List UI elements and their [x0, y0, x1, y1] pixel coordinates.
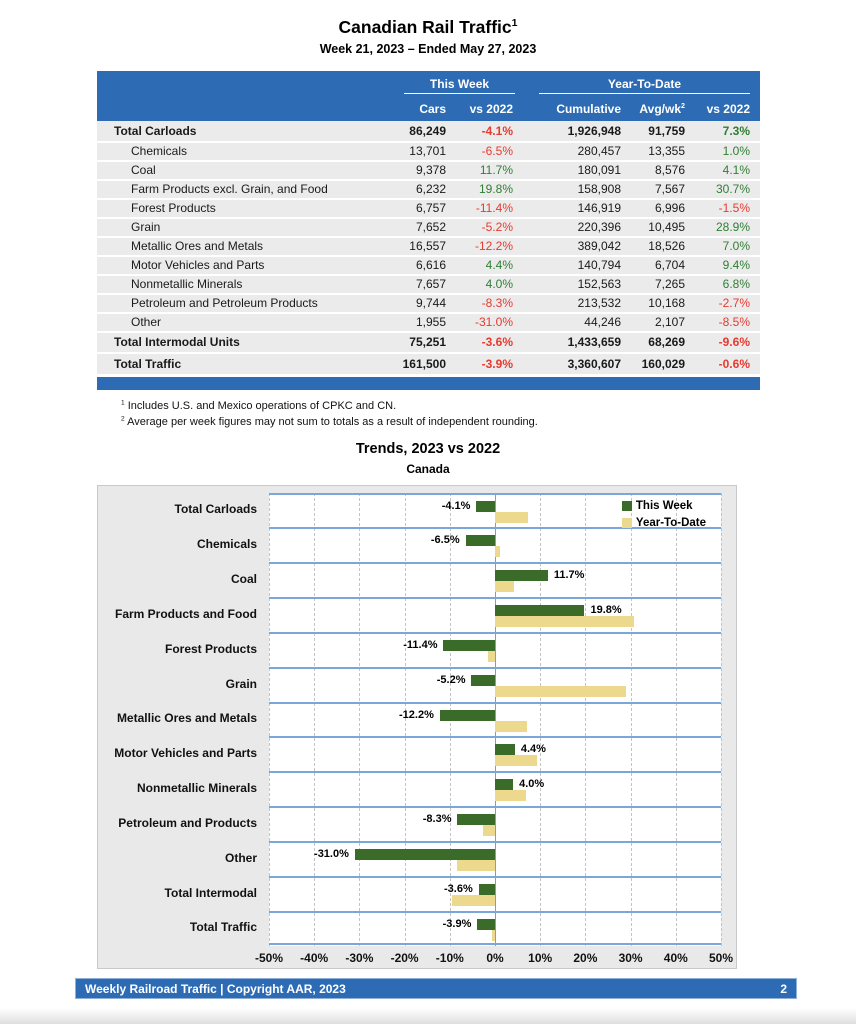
cell-vs-2022: 4.0%	[485, 277, 513, 291]
cell-commodity: Other	[131, 315, 162, 329]
x-axis-tick-label: -40%	[300, 950, 329, 965]
chart-band	[269, 771, 721, 806]
cell-commodity: Total Carloads	[114, 123, 197, 138]
cell-vs-2022: -31.0%	[474, 315, 513, 329]
cell-cumulative: 140,794	[577, 258, 621, 272]
x-axis-tick-label: -20%	[390, 950, 419, 965]
cell-cars: 6,232	[415, 182, 446, 196]
this-week-bar	[479, 884, 495, 895]
avgwk-text: Avg/wk	[639, 102, 681, 116]
cell-ytd-vs-2022: -1.5%	[718, 201, 750, 215]
chart-row	[98, 667, 721, 702]
cell-cars: 161,500	[402, 356, 446, 371]
x-axis-tick-label: -10%	[435, 950, 464, 965]
year-to-date-bar	[495, 581, 514, 592]
chart-band	[269, 841, 721, 876]
cell-commodity: Motor Vehicles and Parts	[131, 258, 265, 272]
this-week-bar	[443, 640, 495, 651]
cell-ytd-vs-2022: 6.8%	[722, 277, 750, 291]
gridline	[721, 493, 722, 946]
chart-legend	[622, 499, 706, 531]
year-to-date-bar	[495, 721, 527, 732]
this-week-swatch-icon	[622, 501, 632, 511]
cell-commodity: Nonmetallic Minerals	[131, 277, 243, 291]
table-row	[97, 333, 760, 355]
chart-category-label: Total Carloads	[174, 502, 257, 517]
year-to-date-bar	[457, 860, 495, 871]
year-to-date-bar	[495, 546, 500, 557]
cell-commodity: Total Intermodal Units	[114, 335, 240, 350]
table-row	[97, 314, 760, 333]
chart-category-label: Nonmetallic Minerals	[136, 781, 257, 796]
footnote: $^2$ Average per week figures may not sum to totals as a result of independent rounding.	[121, 414, 538, 428]
cell-cumulative: 152,563	[577, 277, 621, 291]
year-to-date-bar	[488, 651, 495, 662]
cell-avg-per-week: 91,759	[648, 123, 685, 138]
chart-band	[269, 702, 721, 737]
chart-band	[269, 736, 721, 771]
cell-cars: 6,616	[415, 258, 446, 272]
cell-cumulative: 3,360,607	[567, 356, 621, 371]
year-to-date-bar	[495, 616, 634, 627]
cell-vs-2022: -4.1%	[481, 123, 513, 138]
column-header-ytd-vs2022: vs 2022	[706, 102, 750, 116]
cell-vs-2022: 4.4%	[485, 258, 513, 272]
page-title-text: Canadian Rail Traffic	[338, 17, 512, 37]
footer-bar	[75, 978, 797, 999]
cell-commodity: Chemicals	[131, 144, 188, 158]
chart-row	[98, 527, 721, 562]
cell-avg-per-week: 7,265	[654, 277, 685, 291]
page-subtitle: Week 21, 2023 – Ended May 27, 2023	[319, 42, 537, 56]
year-to-date-swatch-icon	[622, 518, 632, 528]
table-row	[97, 121, 760, 143]
year-to-date-bar	[495, 755, 537, 766]
footnote-marker: 1	[121, 398, 125, 406]
cell-vs-2022: -3.6%	[481, 335, 513, 350]
bar-data-label: 4.0%	[519, 778, 545, 791]
chart-row	[98, 876, 721, 911]
title-footnote-marker: 1	[511, 17, 518, 30]
cell-commodity: Coal	[131, 163, 156, 177]
cell-cars: 9,744	[415, 296, 446, 310]
page-title	[0, 17, 856, 38]
cell-cumulative: 44,246	[584, 315, 621, 329]
cell-vs-2022: -8.3%	[481, 296, 513, 310]
bar-data-label: 19.8%	[590, 604, 622, 617]
avgwk-footnote-marker: 2	[681, 101, 685, 110]
year-to-date-bar	[452, 895, 495, 906]
cell-ytd-vs-2022: 7.3%	[722, 123, 750, 138]
cell-avg-per-week: 13,355	[648, 144, 685, 158]
cell-cumulative: 213,532	[577, 296, 621, 310]
chart-band	[269, 911, 721, 946]
this-week-bar	[355, 849, 495, 860]
cell-ytd-vs-2022: 4.1%	[722, 163, 750, 177]
table-group-header-row	[97, 71, 760, 97]
table-row	[97, 238, 760, 257]
this-week-bar	[476, 501, 495, 512]
cell-avg-per-week: 7,567	[654, 182, 685, 196]
cell-ytd-vs-2022: 30.7%	[715, 182, 750, 196]
cell-avg-per-week: 68,269	[648, 335, 685, 350]
bar-data-label: 11.7%	[553, 569, 585, 582]
bar-data-label: 4.4%	[520, 743, 546, 756]
chart-band	[269, 632, 721, 667]
x-axis-tick-label: 20%	[573, 950, 598, 965]
chart-category-label: Petroleum and Products	[118, 815, 257, 830]
cell-vs-2022: 19.8%	[478, 182, 513, 196]
chart-category-label: Motor Vehicles and Parts	[114, 746, 257, 761]
cell-vs-2022: -6.5%	[481, 144, 513, 158]
this-week-bar	[466, 535, 495, 546]
cell-ytd-vs-2022: -9.6%	[718, 335, 750, 350]
cell-cumulative: 280,457	[577, 144, 621, 158]
legend-year-to-date-label: Year-To-Date	[635, 516, 706, 529]
chart-band	[269, 527, 721, 562]
chart-category-label: Total Intermodal	[164, 885, 257, 900]
bar-data-label: -3.6%	[443, 882, 473, 895]
cell-avg-per-week: 160,029	[641, 356, 685, 371]
chart-band	[269, 806, 721, 841]
chart-title: Trends, 2023 vs 2022	[355, 440, 501, 457]
chart-row	[98, 597, 721, 632]
bar-data-label: -4.1%	[441, 499, 471, 512]
legend-this-week-label: This Week	[635, 499, 693, 512]
column-header-avgwk	[631, 102, 695, 116]
cell-vs-2022: -5.2%	[481, 220, 513, 234]
x-axis-tick-label: -50%	[254, 950, 284, 965]
cell-commodity: Total Traffic	[114, 356, 182, 371]
year-to-date-bar	[495, 512, 528, 523]
column-header-vs2022: vs 2022	[469, 102, 513, 116]
legend-item-year-to-date	[622, 516, 706, 531]
cell-commodity: Forest Products	[131, 201, 216, 215]
cell-cumulative: 220,396	[577, 220, 621, 234]
cell-cars: 16,557	[409, 239, 446, 253]
chart-row	[98, 702, 721, 737]
table-row	[97, 219, 760, 238]
chart-category-label: Farm Products and Food	[114, 606, 257, 621]
cell-cars: 1,955	[415, 315, 446, 329]
cell-avg-per-week: 10,168	[648, 296, 685, 310]
year-to-date-bar	[492, 930, 495, 941]
cell-cumulative: 146,919	[577, 201, 621, 215]
bar-data-label: -12.2%	[399, 708, 434, 721]
table-column-header-row	[97, 97, 760, 121]
chart-row	[98, 771, 721, 806]
table-row	[97, 200, 760, 219]
cell-cumulative: 158,908	[577, 182, 621, 196]
table-row	[97, 257, 760, 276]
chart-row	[98, 841, 721, 876]
table-row	[97, 295, 760, 314]
chart-row	[98, 736, 721, 771]
chart-x-axis	[98, 946, 734, 970]
year-to-date-bar	[495, 686, 626, 697]
cell-avg-per-week: 8,576	[654, 163, 685, 177]
cell-ytd-vs-2022: 7.0%	[722, 239, 750, 253]
chart-row	[98, 632, 721, 667]
this-week-bar	[440, 710, 495, 721]
chart-band	[269, 562, 721, 597]
group-header-this-week: This Week	[404, 77, 515, 94]
chart-category-label: Forest Products	[164, 641, 257, 656]
cell-avg-per-week: 6,704	[654, 258, 685, 272]
cell-cars: 7,652	[415, 220, 446, 234]
column-header-cumulative: Cumulative	[556, 102, 621, 116]
this-week-bar	[495, 744, 515, 755]
cell-commodity: Farm Products excl. Grain, and Food	[131, 182, 328, 196]
cell-vs-2022: -3.9%	[481, 356, 513, 371]
column-header-cars: Cars	[419, 102, 446, 116]
footnotes	[121, 400, 856, 428]
bar-data-label: -11.4%	[403, 638, 438, 651]
footnote: $^1$ Includes U.S. and Mexico operations of CPKC and CN.	[121, 398, 397, 412]
cell-avg-per-week: 6,996	[654, 201, 685, 215]
chart-category-label: Total Traffic	[189, 920, 257, 935]
x-axis-tick-label: 50%	[708, 950, 734, 965]
group-header-year-to-date: Year-To-Date	[539, 77, 750, 94]
this-week-bar	[495, 605, 584, 616]
year-to-date-bar	[495, 790, 526, 801]
cell-vs-2022: 11.7%	[479, 163, 513, 177]
chart-band	[269, 667, 721, 702]
chart-category-label: Chemicals	[196, 537, 257, 552]
cell-cars: 6,757	[415, 201, 446, 215]
this-week-bar	[495, 779, 513, 790]
x-axis-tick-label: 0%	[486, 950, 504, 965]
year-to-date-bar	[483, 825, 495, 836]
cell-commodity: Metallic Ores and Metals	[131, 239, 264, 253]
cell-avg-per-week: 18,526	[648, 239, 685, 253]
table-row	[97, 276, 760, 295]
cell-ytd-vs-2022: -8.5%	[718, 315, 750, 329]
table-body	[97, 121, 760, 376]
cell-cars: 9,378	[415, 163, 446, 177]
cell-cumulative: 1,926,948	[567, 123, 621, 138]
cell-ytd-vs-2022: -2.7%	[718, 296, 750, 310]
x-axis-tick-label: 30%	[618, 950, 643, 965]
bar-data-label: -8.3%	[422, 813, 452, 826]
cell-cars: 13,701	[409, 144, 446, 158]
cell-cars: 7,657	[415, 277, 446, 291]
chart-category-label: Coal	[230, 572, 257, 587]
table-row	[97, 181, 760, 200]
cell-ytd-vs-2022: 9.4%	[722, 258, 750, 272]
footnote-marker: 2	[121, 414, 125, 422]
chart-row	[98, 806, 721, 841]
cell-cumulative: 389,042	[577, 239, 621, 253]
cell-ytd-vs-2022: 28.9%	[715, 220, 750, 234]
cell-avg-per-week: 2,107	[654, 315, 685, 329]
chart-row	[98, 911, 721, 946]
cell-commodity: Grain	[131, 220, 161, 234]
this-week-bar	[477, 919, 495, 930]
cell-ytd-vs-2022: -0.6%	[718, 356, 750, 371]
x-axis-tick-label: 40%	[663, 950, 688, 965]
cell-cars: 75,251	[409, 335, 446, 350]
table-bottom-bar	[97, 377, 760, 390]
cell-cumulative: 1,433,659	[567, 335, 621, 350]
page-bottom-edge	[0, 1008, 856, 1024]
table-row	[97, 162, 760, 181]
this-week-bar	[495, 570, 548, 581]
chart-band	[269, 876, 721, 911]
chart-rows	[98, 493, 721, 946]
table-header	[97, 71, 760, 121]
traffic-table	[97, 71, 760, 390]
cell-cumulative: 180,091	[577, 163, 621, 177]
this-week-bar	[457, 814, 495, 825]
chart-row	[98, 562, 721, 597]
x-axis-tick-label: -30%	[345, 950, 374, 965]
legend-item-this-week	[622, 499, 706, 514]
footer-page-number: 2	[780, 981, 787, 996]
table-row	[97, 143, 760, 162]
bar-data-label: -6.5%	[430, 534, 460, 547]
cell-vs-2022: -11.4%	[475, 201, 513, 215]
chart-category-label: Grain	[225, 676, 257, 691]
bar-data-label: -31.0%	[314, 847, 349, 860]
table-row	[97, 354, 760, 376]
bar-data-label: -5.2%	[436, 673, 466, 686]
chart-band	[269, 597, 721, 632]
x-axis-tick-label: 10%	[528, 950, 553, 965]
cell-ytd-vs-2022: 1.0%	[722, 144, 750, 158]
bar-data-label: -3.9%	[442, 917, 472, 930]
chart-category-label: Other	[224, 850, 257, 865]
cell-avg-per-week: 10,495	[648, 220, 685, 234]
chart-subtitle: Canada	[406, 461, 450, 476]
cell-cars: 86,249	[409, 123, 446, 138]
cell-vs-2022: -12.2%	[474, 239, 513, 253]
cell-commodity: Petroleum and Petroleum Products	[131, 296, 318, 310]
footer-text: Weekly Railroad Traffic | Copyright AAR, 2023	[85, 981, 346, 996]
chart-category-label: Metallic Ores and Metals	[116, 711, 257, 726]
this-week-bar	[471, 675, 495, 686]
trends-chart	[97, 485, 737, 969]
